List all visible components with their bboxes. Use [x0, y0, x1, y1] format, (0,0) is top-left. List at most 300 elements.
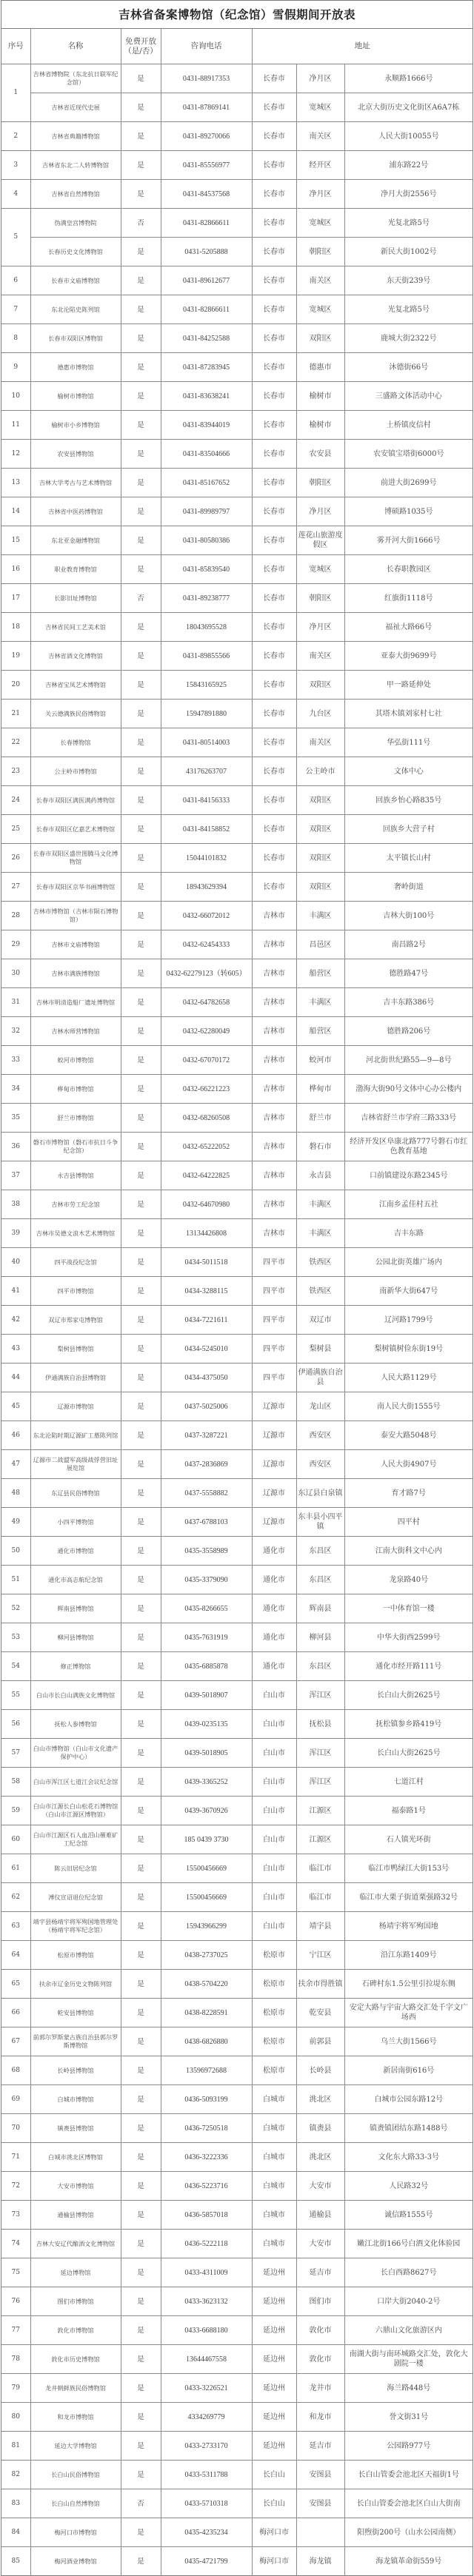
- cell-seq: 13: [1, 469, 30, 497]
- cell-address: 吉丰东路386号: [344, 988, 473, 1017]
- cell-name: 通化市博物馆: [30, 1537, 121, 1566]
- cell-free: 是: [121, 497, 161, 526]
- cell-free: 是: [121, 151, 161, 180]
- cell-seq: 11: [1, 411, 30, 440]
- cell-phone: 0433-4311009: [161, 2258, 252, 2287]
- cell-city: 四平市: [252, 1306, 296, 1335]
- cell-free: 是: [121, 1537, 161, 1566]
- cell-name: 德惠市博物馆: [30, 353, 121, 382]
- cell-free: 是: [121, 1566, 161, 1594]
- cell-free: 是: [121, 469, 161, 497]
- cell-address: 四平村: [344, 1508, 473, 1537]
- cell-seq: 33: [1, 1046, 30, 1075]
- cell-city: 长春市: [252, 757, 296, 786]
- cell-district: 朝阳区: [296, 584, 344, 613]
- cell-seq: 17: [1, 584, 30, 613]
- cell-free: 是: [121, 1104, 161, 1133]
- cell-city: 松原市: [252, 2027, 296, 2056]
- cell-city: 四平市: [252, 1277, 296, 1306]
- cell-city: 四平市: [252, 1248, 296, 1277]
- cell-address: 奢岭街道: [344, 873, 473, 902]
- cell-free: 是: [121, 930, 161, 959]
- table-row: [1, 382, 473, 411]
- table-row: [1, 2316, 473, 2345]
- cell-phone: 0432-62280049: [161, 1017, 252, 1046]
- cell-free: 是: [121, 959, 161, 988]
- cell-free: 是: [121, 2114, 161, 2143]
- cell-phone: 0435-3379090: [161, 1566, 252, 1594]
- cell-city: 延边州: [252, 2374, 296, 2403]
- cell-city: 长春市: [252, 728, 296, 757]
- cell-seq: 9: [1, 353, 30, 382]
- cell-district: 丰满区: [296, 1190, 344, 1219]
- cell-free: 是: [121, 295, 161, 324]
- cell-city: 白城市: [252, 2230, 296, 2258]
- cell-name: 小四平博物馆: [30, 1508, 121, 1537]
- cell-seq: 22: [1, 728, 30, 757]
- cell-name: 长春市双阳区满医满药博物馆: [30, 786, 121, 815]
- table-row: [1, 180, 473, 209]
- cell-city: 长春市: [252, 786, 296, 815]
- cell-name: 白城市洮北区博物馆: [30, 2143, 121, 2172]
- table-row: [1, 786, 473, 815]
- cell-district: 九台区: [296, 700, 344, 728]
- cell-seq: 72: [1, 2172, 30, 2201]
- cell-seq: 18: [1, 613, 30, 642]
- cell-address: 七道江村: [344, 1768, 473, 1797]
- cell-district: 双阳区: [296, 671, 344, 700]
- cell-phone: 0433-5710318: [161, 2489, 252, 2518]
- cell-name: 和龙市博物馆: [30, 2403, 121, 2432]
- cell-address: 临江市鸭绿江大街153号: [344, 1854, 473, 1883]
- cell-name: 四平战役纪念馆: [30, 1248, 121, 1277]
- cell-free: 是: [121, 613, 161, 642]
- table-row: [1, 1248, 473, 1277]
- cell-district: 长岭县: [296, 2056, 344, 2085]
- cell-seq: 28: [1, 902, 30, 930]
- cell-phone: 0437-5025006: [161, 1392, 252, 1421]
- cell-name: 吉林省近现代史展: [30, 93, 121, 122]
- cell-address: 渤海大街90号文体中心办公楼内: [344, 1075, 473, 1104]
- cell-name: 农安县博物馆: [30, 440, 121, 469]
- cell-free: 是: [121, 988, 161, 1017]
- cell-name: 镇赉县博物馆: [30, 2114, 121, 2143]
- cell-address: 嫩江北街166号白酒文化体验园: [344, 2230, 473, 2258]
- cell-free: 是: [121, 1508, 161, 1537]
- cell-name: 龙井朝鲜族民俗博物馆: [30, 2374, 121, 2403]
- cell-address: 通化市经开路111号: [344, 1652, 473, 1681]
- cell-free: 是: [121, 1854, 161, 1883]
- cell-name: 松原市博物馆: [30, 1941, 121, 1970]
- cell-phone: 0439-5018907: [161, 1681, 252, 1710]
- cell-city: 吉林市: [252, 1161, 296, 1190]
- cell-free: 是: [121, 2056, 161, 2085]
- cell-phone: 0438-8228591: [161, 1999, 252, 2027]
- cell-district: 宽城区: [296, 209, 344, 238]
- cell-district: 辉南县: [296, 1594, 344, 1623]
- cell-seq: 67: [1, 2027, 30, 2056]
- cell-free: 是: [121, 844, 161, 873]
- cell-free: 是: [121, 1075, 161, 1104]
- cell-seq: 7: [1, 295, 30, 324]
- cell-city: 长春市: [252, 844, 296, 873]
- cell-phone: 0432-66221223: [161, 1075, 252, 1104]
- table-row: [1, 324, 473, 353]
- cell-phone: 0434-3288115: [161, 1277, 252, 1306]
- cell-address: 三盛路文体活动中心: [344, 382, 473, 411]
- cell-address: 东天街239号: [344, 266, 473, 295]
- cell-free: 是: [121, 1161, 161, 1190]
- header-address: 地址: [252, 29, 473, 64]
- cell-phone: 0432-62279123（转605）: [161, 959, 252, 988]
- cell-seq: 25: [1, 815, 30, 844]
- cell-phone: 0437-2836869: [161, 1450, 252, 1479]
- cell-phone: 0439-0235135: [161, 1710, 252, 1739]
- cell-phone: 0431-84537568: [161, 180, 252, 209]
- cell-free: 是: [121, 353, 161, 382]
- cell-city: 吉林市: [252, 1104, 296, 1133]
- cell-address: 海兰路448号: [344, 2374, 473, 2403]
- cell-name: 东北亚金融博物馆: [30, 526, 121, 555]
- cell-name: 吉林市满族博物馆: [30, 959, 121, 988]
- table-row: [1, 1623, 473, 1652]
- cell-district: 船营区: [296, 959, 344, 988]
- cell-name: 吉林水师营博物馆: [30, 1017, 121, 1046]
- table-row: [1, 873, 473, 902]
- cell-phone: 0431-84158852: [161, 815, 252, 844]
- cell-free: 是: [121, 757, 161, 786]
- cell-address: 乌兰大街1566号: [344, 2027, 473, 2056]
- cell-phone: 4334269779: [161, 2403, 252, 2432]
- cell-seq: 85: [1, 2547, 30, 2576]
- cell-phone: 0432-62454333: [161, 930, 252, 959]
- table-row: [1, 584, 473, 613]
- table-row: [1, 1277, 473, 1306]
- cell-city: 辽源市: [252, 1479, 296, 1508]
- cell-city: 吉林市: [252, 1190, 296, 1219]
- cell-city: 长春市: [252, 353, 296, 382]
- cell-phone: 0435-8266655: [161, 1594, 252, 1623]
- cell-name: 榆树市博物馆: [30, 382, 121, 411]
- cell-phone: 0436-3222336: [161, 2143, 252, 2172]
- cell-free: 是: [121, 1768, 161, 1797]
- cell-district: 浑江区: [296, 1681, 344, 1710]
- cell-district: 经开区: [296, 151, 344, 180]
- table-row: [1, 2085, 473, 2114]
- cell-city: 白山市: [252, 1883, 296, 1912]
- cell-address: 一中体育馆一楼: [344, 1594, 473, 1623]
- cell-free: 是: [121, 2461, 161, 2489]
- cell-district: 南关区: [296, 642, 344, 671]
- cell-phone: 0436-5857018: [161, 2201, 252, 2230]
- table-row: [1, 2461, 473, 2489]
- cell-phone: 0432-67070172: [161, 1046, 252, 1075]
- table-row: [1, 2518, 473, 2547]
- cell-seq: 69: [1, 2085, 30, 2114]
- cell-seq: 79: [1, 2374, 30, 2403]
- cell-name: 柳河县博物馆: [30, 1623, 121, 1652]
- cell-district: 丰满区: [296, 1219, 344, 1248]
- cell-phone: 0431-5205888: [161, 238, 252, 266]
- cell-city: 通化市: [252, 1623, 296, 1652]
- cell-city: 松原市: [252, 1999, 296, 2027]
- cell-city: 白山市: [252, 1912, 296, 1941]
- cell-free: 否: [121, 209, 161, 238]
- cell-seq: 83: [1, 2489, 30, 2518]
- cell-name: 吉林市劳工纪念馆: [30, 1190, 121, 1219]
- table-row: [1, 2172, 473, 2201]
- table-row: [1, 1652, 473, 1681]
- cell-free: 是: [121, 2432, 161, 2461]
- cell-address: 河北街世纪路55—9—8号: [344, 1046, 473, 1075]
- cell-phone: 0436-5093199: [161, 2085, 252, 2114]
- cell-phone: 43176263707: [161, 757, 252, 786]
- cell-phone: 0431-89612677: [161, 266, 252, 295]
- cell-name: 陈云旧居纪念馆: [30, 1854, 121, 1883]
- table-row: [1, 902, 473, 930]
- cell-phone: 0433-6688180: [161, 2316, 252, 2345]
- cell-seq: 15: [1, 526, 30, 555]
- cell-seq: 50: [1, 1537, 30, 1566]
- cell-seq: 60: [1, 1825, 30, 1854]
- cell-free: 是: [121, 64, 161, 93]
- cell-phone: 0432-64782658: [161, 988, 252, 1017]
- cell-city: 吉林市: [252, 930, 296, 959]
- cell-district: 莲花山旅游度假区: [296, 526, 344, 555]
- cell-free: 是: [121, 1046, 161, 1075]
- cell-city: 通化市: [252, 1537, 296, 1566]
- cell-name: 四平市博物馆: [30, 1277, 121, 1306]
- table-row: [1, 411, 473, 440]
- table-header-row: [1, 29, 473, 64]
- cell-phone: 0431-89270066: [161, 122, 252, 151]
- table-row: [1, 1739, 473, 1768]
- cell-phone: 0431-88917353: [161, 64, 252, 93]
- cell-name: 吉林市明清造船厂遗址博物馆: [30, 988, 121, 1017]
- cell-city: 白山市: [252, 1825, 296, 1854]
- cell-address: 人民大路1129号: [344, 1364, 473, 1392]
- cell-free: 是: [121, 1277, 161, 1306]
- cell-seq: 8: [1, 324, 30, 353]
- cell-seq: 76: [1, 2287, 30, 2316]
- cell-seq: 35: [1, 1104, 30, 1133]
- cell-district: 净月区: [296, 497, 344, 526]
- cell-district: 宁江区: [296, 1941, 344, 1970]
- cell-phone: 0431-82866611: [161, 209, 252, 238]
- cell-phone: 0431-82866611: [161, 295, 252, 324]
- cell-address: 太平镇长山村: [344, 844, 473, 873]
- cell-city: 长春市: [252, 613, 296, 642]
- cell-name: 长春市双阳区京华书画博物馆: [30, 873, 121, 902]
- cell-phone: 0435-3558989: [161, 1537, 252, 1566]
- cell-address: 辽河路1799号: [344, 1306, 473, 1335]
- cell-city: 白山市: [252, 1681, 296, 1710]
- cell-city: 长春市: [252, 180, 296, 209]
- cell-address: 诚信路1555号: [344, 2201, 473, 2230]
- cell-free: 是: [121, 2403, 161, 2432]
- cell-phone: 0434-7221611: [161, 1306, 252, 1335]
- cell-seq: 24: [1, 786, 30, 815]
- table-row: [1, 2056, 473, 2085]
- cell-free: 是: [121, 1306, 161, 1335]
- cell-seq: 71: [1, 2143, 30, 2172]
- cell-name: 吉林市文庙博物馆: [30, 930, 121, 959]
- museum-table: [1, 29, 473, 2575]
- cell-district: 浑江区: [296, 1739, 344, 1768]
- table-row: [1, 440, 473, 469]
- cell-phone: 13644467558: [161, 2345, 252, 2374]
- cell-address: 人民大街4907号: [344, 1450, 473, 1479]
- table-row: [1, 1219, 473, 1248]
- cell-district: 昌邑区: [296, 930, 344, 959]
- cell-district: 双阳区: [296, 786, 344, 815]
- table-row: [1, 2489, 473, 2518]
- cell-free: 是: [121, 700, 161, 728]
- cell-phone: 0436-7250518: [161, 2114, 252, 2143]
- cell-address: 人民大街10055号: [344, 122, 473, 151]
- cell-address: 长白山大街2625号: [344, 1739, 473, 1768]
- cell-city: 松原市: [252, 1941, 296, 1970]
- cell-name: 抚松人参博物馆: [30, 1710, 121, 1739]
- cell-seq: 43: [1, 1335, 30, 1364]
- cell-seq: 19: [1, 642, 30, 671]
- cell-address: 新民大街1002号: [344, 238, 473, 266]
- cell-name: 长春市双阳区博物馆: [30, 324, 121, 353]
- cell-phone: 0437-6788103: [161, 1508, 252, 1537]
- cell-free: 是: [121, 2287, 161, 2316]
- cell-city: 长春市: [252, 93, 296, 122]
- cell-address: 临江市大栗子街道栗强路32号: [344, 1883, 473, 1912]
- cell-district: 通榆县: [296, 2201, 344, 2230]
- cell-phone: 0431-89238777: [161, 584, 252, 613]
- cell-address: 文化东大路33-3号: [344, 2143, 473, 2172]
- cell-city: 梅河口市: [252, 2518, 296, 2547]
- cell-name: 长白山自然博物馆: [30, 2489, 121, 2518]
- cell-name: 通榆县博物馆: [30, 2201, 121, 2230]
- cell-city: 四平市: [252, 1335, 296, 1364]
- cell-district: 图们市: [296, 2287, 344, 2316]
- cell-address: 沿江东路1409号: [344, 1941, 473, 1970]
- cell-address: 南人民大街1555号: [344, 1392, 473, 1421]
- cell-phone: 0431-87869141: [161, 93, 252, 122]
- cell-phone: 0431-84156333: [161, 786, 252, 815]
- cell-address: 甲一路延伸处: [344, 671, 473, 700]
- cell-free: 是: [121, 1450, 161, 1479]
- header-phone: 咨询电话: [161, 29, 252, 64]
- cell-seq: 20: [1, 671, 30, 700]
- cell-seq: 52: [1, 1594, 30, 1623]
- cell-phone: 0432-66072012: [161, 902, 252, 930]
- cell-address: 誉文街31号: [344, 2403, 473, 2432]
- cell-district: 铁西区: [296, 1248, 344, 1277]
- table-row: [1, 1883, 473, 1912]
- cell-seq: 42: [1, 1306, 30, 1335]
- table-row: [1, 151, 473, 180]
- cell-district: 双阳区: [296, 324, 344, 353]
- cell-phone: 0438-2737025: [161, 1941, 252, 1970]
- cell-address: 吉林大街100号: [344, 902, 473, 930]
- cell-district: 铁西区: [296, 1277, 344, 1306]
- table-row: [1, 1075, 473, 1104]
- cell-address: 石人镇光环街: [344, 1825, 473, 1854]
- cell-city: 长春市: [252, 238, 296, 266]
- cell-address: 回族乡大营子村: [344, 815, 473, 844]
- cell-free: 是: [121, 1941, 161, 1970]
- cell-free: 是: [121, 2201, 161, 2230]
- cell-district: 敦化市: [296, 2316, 344, 2345]
- cell-district: 延吉市: [296, 2258, 344, 2287]
- cell-city: 吉林市: [252, 959, 296, 988]
- cell-free: 是: [121, 526, 161, 555]
- table-row: [1, 1941, 473, 1970]
- cell-address: 华弘街111号: [344, 728, 473, 757]
- header-name: 名称: [30, 29, 121, 64]
- cell-seq: 75: [1, 2258, 30, 2287]
- table-row: [1, 1999, 473, 2027]
- cell-name: 吉林省酒文化博物馆: [30, 642, 121, 671]
- table-row: [1, 1046, 473, 1075]
- cell-address: 中华大街西2599号: [344, 1623, 473, 1652]
- cell-district: 船营区: [296, 1017, 344, 1046]
- cell-seq: 39: [1, 1219, 30, 1248]
- cell-phone: 15947891880: [161, 700, 252, 728]
- cell-district: 丰满区: [296, 902, 344, 930]
- cell-free: 是: [121, 1652, 161, 1681]
- cell-free: 是: [121, 2172, 161, 2201]
- cell-address: 育才路7号: [344, 1479, 473, 1508]
- cell-city: 白城市: [252, 2172, 296, 2201]
- cell-phone: 0432-64222825: [161, 1161, 252, 1190]
- cell-district: 江源区: [296, 1825, 344, 1854]
- cell-seq: 2: [1, 122, 30, 151]
- cell-address: 博硕路1035号: [344, 497, 473, 526]
- cell-free: 是: [121, 122, 161, 151]
- cell-city: 辽源市: [252, 1508, 296, 1537]
- cell-city: 吉林市: [252, 1133, 296, 1161]
- table-row: [1, 2432, 473, 2461]
- cell-phone: 0433-5311788: [161, 2461, 252, 2489]
- cell-city: 辽源市: [252, 1421, 296, 1450]
- cell-district: 朝阳区: [296, 238, 344, 266]
- cell-name: 长春市双阳区亿嘉艺术博物馆: [30, 815, 121, 844]
- cell-phone: 0431-80514003: [161, 728, 252, 757]
- cell-seq: 44: [1, 1364, 30, 1392]
- cell-address: 鹿城大街2322号: [344, 324, 473, 353]
- cell-district: 东昌区: [296, 1566, 344, 1594]
- cell-seq: 3: [1, 151, 30, 180]
- table-row: [1, 844, 473, 873]
- cell-phone: 0431-80580386: [161, 526, 252, 555]
- cell-free: 是: [121, 728, 161, 757]
- cell-free: 是: [121, 1825, 161, 1854]
- cell-address: 石碑村东1.5公里引拉堤东侧: [344, 1970, 473, 1999]
- cell-free: 是: [121, 642, 161, 671]
- cell-address: 六鼎山文化旅游区内: [344, 2316, 473, 2345]
- cell-seq: 56: [1, 1710, 30, 1739]
- cell-district: 南关区: [296, 266, 344, 295]
- table-row: [1, 1133, 473, 1161]
- cell-address: 抚松镇参乡路419号: [344, 1710, 473, 1739]
- table-row: [1, 353, 473, 382]
- cell-address: 浦东路22号: [344, 151, 473, 180]
- cell-phone: 0431-83944019: [161, 411, 252, 440]
- cell-seq: 12: [1, 440, 30, 469]
- table-row: [1, 757, 473, 786]
- cell-name: 吉林大学考古与艺术博物馆: [30, 469, 121, 497]
- cell-name: 长白山民俗博物馆: [30, 2461, 121, 2489]
- cell-district: 前郭县: [296, 2027, 344, 2056]
- cell-phone: 18943629394: [161, 873, 252, 902]
